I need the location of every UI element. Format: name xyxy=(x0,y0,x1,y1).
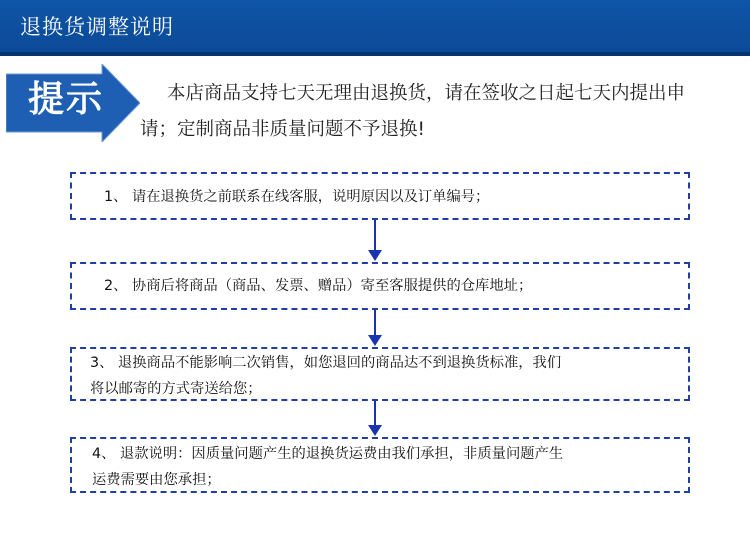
header-banner xyxy=(0,0,750,56)
step-box-2 xyxy=(70,262,690,310)
flow-arrow-3-icon xyxy=(365,401,385,437)
flow-arrow-2-icon xyxy=(365,310,385,347)
step-1-line-1: 1、 请在退换货之前联系在线客服，说明原因以及订单编号； xyxy=(104,189,490,205)
step-4-line-1: 4、 退款说明：因质量问题产生的退换货运费由我们承担，非质量问题产生 xyxy=(92,446,564,462)
step-4-line-2: 运费需要由您承担； xyxy=(92,472,221,488)
notice-text: 本店商品支持七天无理由退换货，请在签收之日起七天内提出申请；定制商品非质量问题不予退换! xyxy=(140,83,686,140)
tip-badge-label: 提示 xyxy=(27,79,104,120)
step-box-3 xyxy=(70,347,690,401)
step-3-line-1: 3、 退换商品不能影响二次销售，如您退回的商品达不到退换货标准，我们 xyxy=(90,355,562,371)
step-2-line-1: 2、 协商后将商品（商品、发票、赠品）寄至客服提供的仓库地址； xyxy=(104,278,533,294)
step-box-1 xyxy=(70,172,690,220)
page-title: 退换货调整说明 xyxy=(20,15,174,39)
tip-badge xyxy=(6,64,140,142)
flow-arrow-1-icon xyxy=(365,220,385,262)
step-box-4 xyxy=(70,437,690,493)
step-3-line-2: 将以邮寄的方式寄送给您； xyxy=(90,381,262,397)
